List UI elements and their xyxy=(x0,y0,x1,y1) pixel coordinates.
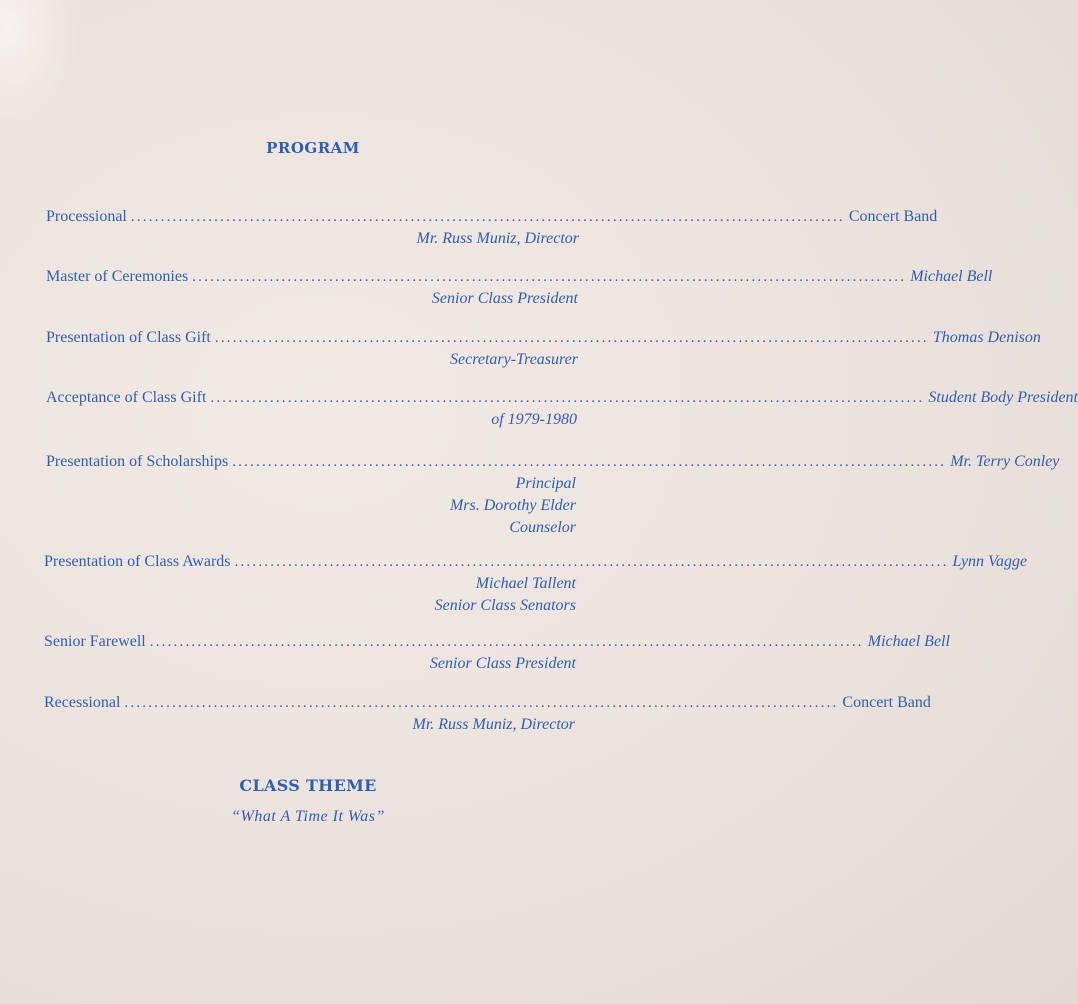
program-item-performer: Michael Bell xyxy=(867,633,950,650)
program-item-subtitle: Mrs. Dorothy Elder xyxy=(449,497,576,514)
program-item-label: Presentation of Class Awards xyxy=(44,553,231,570)
program-item-performer: Thomas Denison xyxy=(932,329,1041,346)
program-item-performer: Mr. Terry Conley xyxy=(950,453,1060,470)
program-item-performer: Concert Band xyxy=(842,694,931,711)
program-item-line xyxy=(44,694,931,716)
program-item-label: Master of Ceremonies xyxy=(46,268,189,285)
dot-leader: ........................................................................................................................ xyxy=(192,269,907,285)
program-item-line xyxy=(46,268,993,290)
program-item-subtitle: Mr. Russ Muniz, Director xyxy=(416,230,579,247)
dot-leader: ........................................................................................................................ xyxy=(232,454,947,470)
program-item-label: Recessional xyxy=(44,694,121,711)
program-item-line xyxy=(46,389,1078,411)
program-item-performer: Concert Band xyxy=(848,208,938,225)
program-item-label: Senior Farewell xyxy=(44,633,146,650)
program-item-subtitle: Michael Tallent xyxy=(475,575,576,592)
dot-leader: ........................................................................................................................ xyxy=(214,330,929,346)
program-item-performer: Michael Bell xyxy=(910,268,993,285)
program-item-performer: Lynn Vagge xyxy=(952,553,1028,570)
dot-leader: ........................................................................................................................ xyxy=(130,209,845,225)
dot-leader: ........................................................................................................................ xyxy=(234,554,949,570)
program-item-line xyxy=(46,208,938,230)
class-theme-text: “What A Time It Was” xyxy=(231,808,385,825)
program-item-label: Processional xyxy=(46,208,127,225)
program-item-label: Presentation of Scholarships xyxy=(46,453,229,470)
program-item-performer: Student Body President xyxy=(928,389,1078,406)
program-item-subtitle: Counselor xyxy=(509,519,576,536)
program-item-label: Presentation of Class Gift xyxy=(46,329,211,346)
program-item-line xyxy=(44,633,950,655)
program-item-subtitle: Principal xyxy=(515,475,576,492)
program-item-line xyxy=(46,329,1041,351)
dot-leader: ........................................................................................................................ xyxy=(149,634,864,650)
program-item-line xyxy=(44,553,1028,575)
program-item-subtitle: Senior Class President xyxy=(429,655,576,672)
program-item-subtitle: Senior Class Senators xyxy=(434,597,576,614)
program-item-label: Acceptance of Class Gift xyxy=(46,389,207,406)
dot-leader: ........................................................................................................................ xyxy=(124,695,839,711)
torn-corner xyxy=(0,0,80,140)
dot-leader: ........................................................................................................................ xyxy=(210,390,925,406)
program-item-subtitle: Senior Class President xyxy=(431,290,578,307)
program-item-subtitle: Mr. Russ Muniz, Director xyxy=(412,716,575,733)
program-item-subtitle: Secretary-Treasurer xyxy=(450,351,578,368)
program-title: PROGRAM xyxy=(266,139,360,157)
program-item-line xyxy=(46,453,1060,475)
class-theme-heading: CLASS THEME xyxy=(239,776,377,795)
program-item-subtitle: of 1979-1980 xyxy=(491,411,577,428)
